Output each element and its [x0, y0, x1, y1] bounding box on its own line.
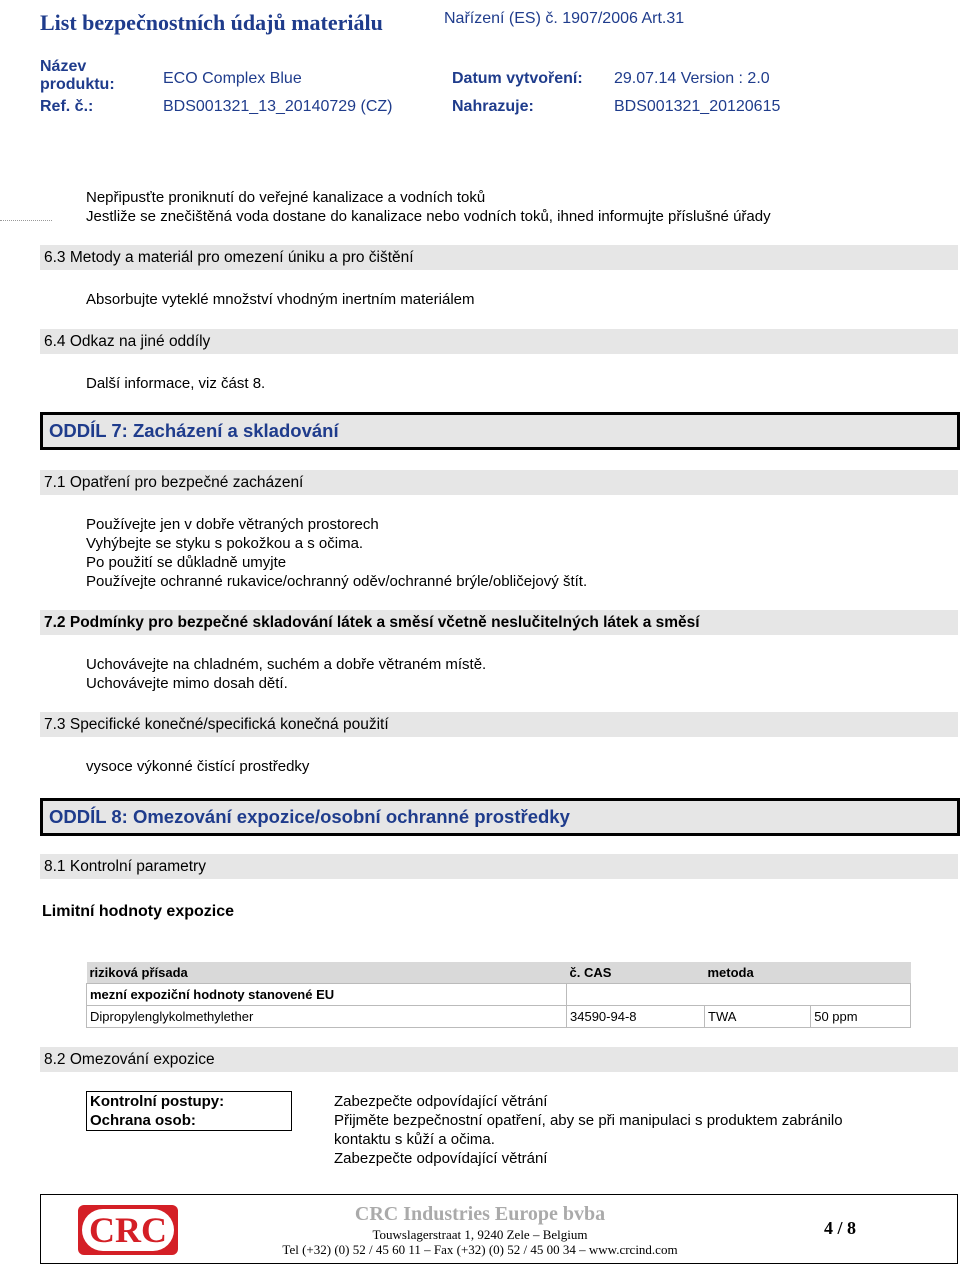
company-name: CRC Industries Europe bvba — [354, 1203, 606, 1225]
table-row — [87, 1006, 911, 1028]
table-cell: TWA — [705, 1006, 811, 1028]
controls-values: Zabezpečte odpovídající větrání Přijměte bezpečnostní opatření, aby se při manipulaci s produktem zabránilo kontaktu s kůží a očima. Zabezpečte odpovídající větrání — [334, 1093, 843, 1167]
subsection-8-1-heading: 8.1 Kontrolní parametry — [40, 854, 958, 879]
created-label: Datum vytvoření: — [452, 70, 583, 87]
page-number: 4 / 8 — [824, 1218, 857, 1238]
section-7-heading: ODDÍL 7: Zacházení a skladování — [40, 412, 960, 450]
limits-heading: Limitní hodnoty expozice — [42, 903, 235, 920]
subsection-7-3-text: vysoce výkonné čistící prostředky — [86, 758, 310, 775]
table-cell: Dipropylenglykolmethylether — [87, 1006, 567, 1028]
subsection-7-1-text: Používejte jen v dobře větraných prostorech Vyhýbejte se styku s pokožkou a s očima. Po použití se důkladně umyjte Používejte ochranné rukavice/ochranný oděv/ochranné brýle/obličejový štít. — [86, 516, 588, 590]
ref-label: Ref. č.: — [40, 98, 94, 115]
replaces-label: Nahrazuje: — [452, 98, 534, 115]
product-name: ECO Complex Blue — [163, 70, 302, 87]
product-label: Název produktu: — [40, 58, 115, 93]
replaces-value: BDS001321_20120615 — [614, 98, 781, 115]
subsection-6-4-text: Další informace, viz část 8. — [86, 375, 266, 392]
intro-line: Jestliže se znečištěná voda dostane do kanalizace nebo vodních toků, ihned informujte příslušné úřady — [86, 208, 771, 225]
subsection-6-3-text: Absorbujte vyteklé množství vhodným inertním materiálem — [86, 291, 475, 308]
subsection-6-4-heading: 6.4 Odkaz na jiné oddíly — [40, 329, 958, 354]
crc-logo: CRC — [78, 1205, 178, 1255]
table-cell: 34590-94-8 — [567, 1006, 705, 1028]
controls-labels: Kontrolní postupy: Ochrana osob: — [86, 1091, 292, 1131]
section-8-heading: ODDÍL 8: Omezování expozice/osobní ochranné prostředky — [40, 798, 960, 836]
subsection-7-1-heading: 7.1 Opatření pro bezpečné zacházení — [40, 470, 958, 495]
column-header: č. CAS — [567, 962, 705, 984]
regulation-reference: Nařízení (ES) č. 1907/2006 Art.31 — [444, 10, 685, 27]
table-group-row — [87, 984, 911, 1006]
company-address: Touwslagerstraat 1, 9240 Zele – Belgium Tel (+32) (0) 52 / 45 60 11 – Fax (+32) (0) 52 / 45 00 34 – www.crcind.com — [282, 1227, 678, 1257]
table-cell: 50 ppm — [811, 1006, 911, 1028]
exposure-limits-table — [86, 962, 911, 1028]
intro-line: Nepřipusťte proniknutí do veřejné kanalizace a vodních toků — [86, 189, 486, 206]
subsection-8-2-heading: 8.2 Omezování expozice — [40, 1047, 958, 1072]
column-header: riziková přísada — [87, 962, 567, 984]
subsection-6-3-heading: 6.3 Metody a materiál pro omezení úniku a pro čištění — [40, 245, 958, 270]
table-header-row — [87, 962, 911, 984]
subsection-7-2-text: Uchovávejte na chladném, suchém a dobře větraném místě. Uchovávejte mimo dosah dětí. — [86, 656, 487, 692]
ref-value: BDS001321_13_20140729 (CZ) — [163, 98, 393, 115]
subsection-7-2-heading: 7.2 Podmínky pro bezpečné skladování látek a směsí včetně neslučitelných látek a směsí — [40, 610, 958, 635]
divider — [0, 220, 52, 221]
document-title: List bezpečnostních údajů materiálu — [40, 10, 383, 35]
column-header: metoda — [705, 962, 911, 984]
created-value: 29.07.14 Version : 2.0 — [614, 70, 770, 87]
subsection-7-3-heading: 7.3 Specifické konečné/specifická konečná použití — [40, 712, 958, 737]
group-label: mezní expoziční hodnoty stanovené EU — [87, 984, 567, 1006]
